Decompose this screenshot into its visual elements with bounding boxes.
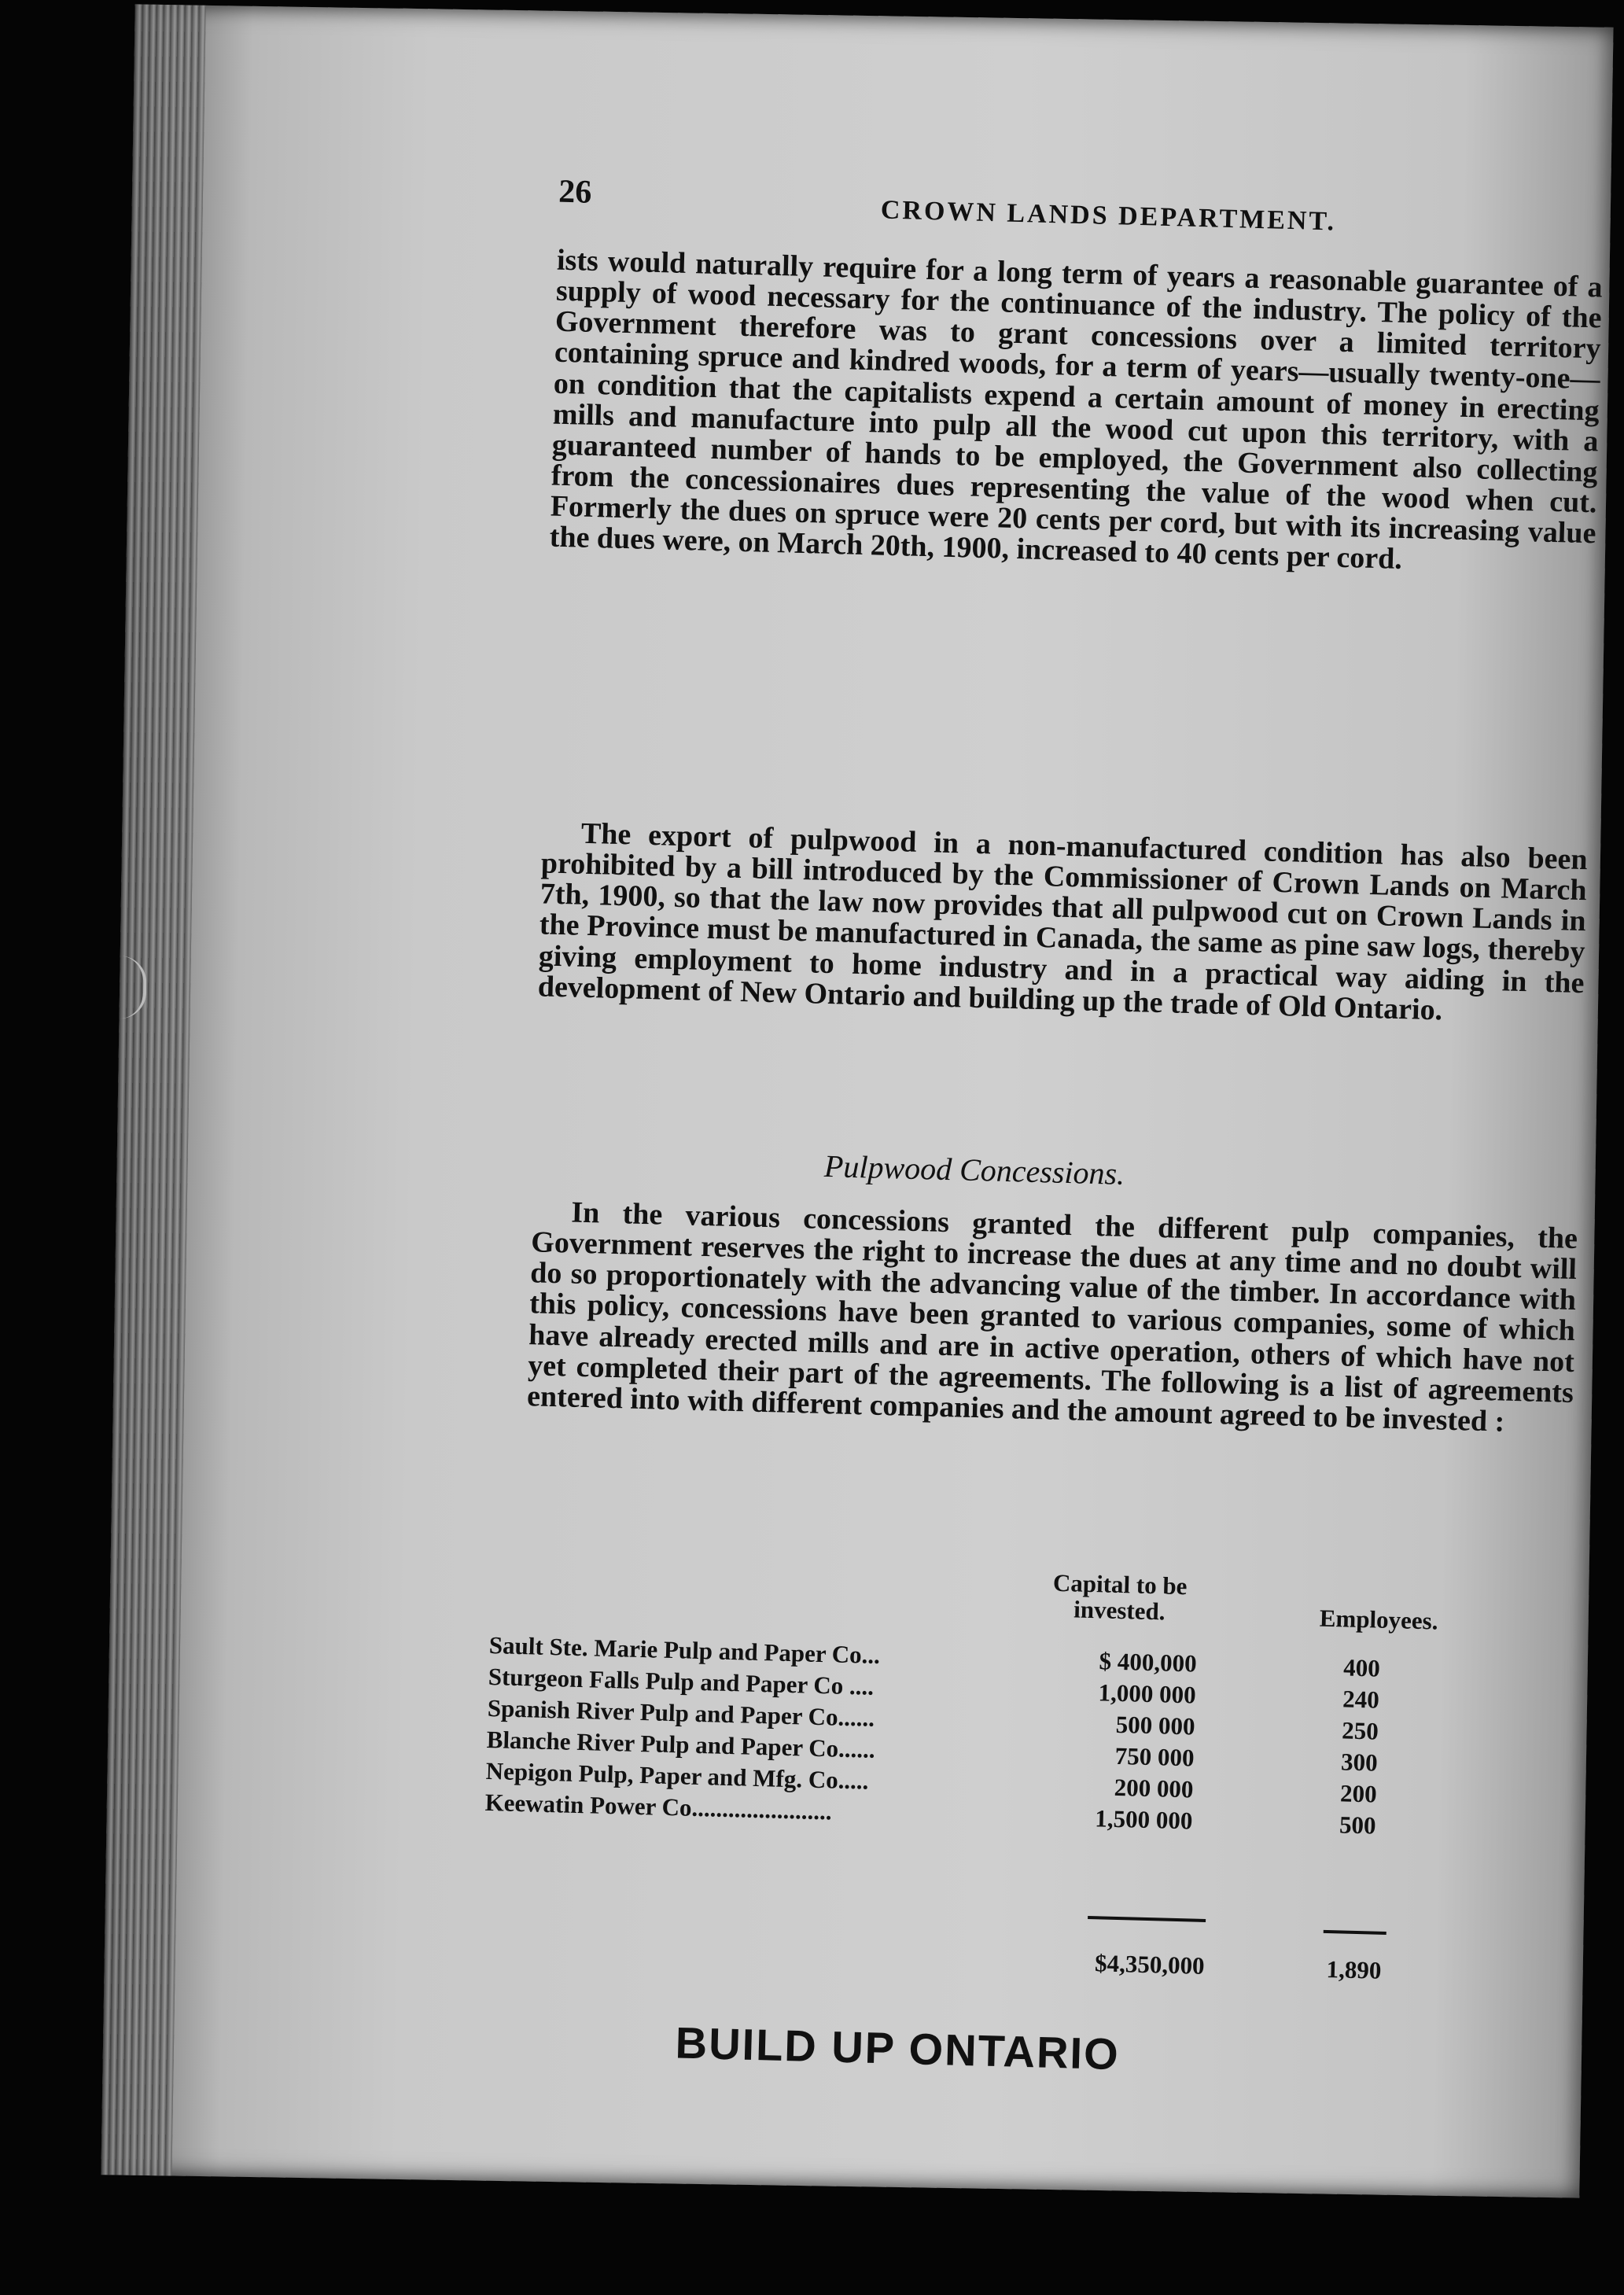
employees-value: 200 <box>1339 1779 1378 1808</box>
paragraph-3: In the various concessions granted the different pulp companies, the Government reserves the right to increase the dues at any time and no doubt will do so proportionately with the advancing value of the timber. In accordance with this policy, concessions have been granted to various companies, some of which have already erected mills and are in active operation, others of which have not yet completed their part of the agreements. The following is a list of agreements entered into with different companies and the amount agreed to be invested : <box>526 1195 1578 1439</box>
company-name: Sturgeon Falls Pulp and Paper Co .... <box>488 1662 875 1700</box>
capital-value: 1,500 000 <box>1094 1804 1193 1835</box>
capital-value: 200 000 <box>1114 1773 1194 1803</box>
page-number: 26 <box>558 173 592 211</box>
company-name: Sault Ste. Marie Pulp and Paper Co... <box>488 1630 881 1669</box>
employees-value: 500 <box>1339 1811 1377 1840</box>
employees-value: 400 <box>1342 1653 1381 1682</box>
company-name: Blanche River Pulp and Paper Co...... <box>486 1725 876 1763</box>
employees-value: 250 <box>1341 1716 1379 1745</box>
column-header-employees: Employees. <box>1319 1604 1438 1635</box>
paragraph-1: ists would naturally require for a long term of years a reasonable guarantee of a supply of wood necessary for the continuance of the industry. The policy of the Government therefore was to grant concessions over a limited territory containing spruce and kindred woods, for a term of years—usually twenty-one—on condition that the capitalists expend a certain amount of money in erecting mills and manufacture into pulp all the wood cut upon this territory, with a guaranteed number of hands to be employed, the Government also collecting from the concessionaires dues representing the value of the wood when cut. Formerly the dues on spruce were 20 cents per cord, but with its increasing value the dues were, on March 20th, 1900, increased to 40 cents per cord. <box>549 243 1604 577</box>
page-content <box>484 173 1605 2079</box>
concessions-table <box>484 1556 1475 1984</box>
employees-total-rule <box>1324 1930 1386 1935</box>
employees-total: 1,890 <box>1326 1955 1382 1984</box>
employees-value: 300 <box>1340 1748 1379 1777</box>
paragraph-2: The export of pulpwood in a non-manufactured condition has also been prohibited by a bill introduced by the Commissioner of Crown Lands on March 7th, 1900, so that the law now provides that all pulpwood cut on Crown Lands in the Province must be manufactured in Canada, the same as pine saw logs, thereby giving employment to home industry and in a practical way aiding in the development of New Ontario and building up the trade of Old Ontario. <box>537 816 1589 1027</box>
column-header-capital: Capital to be invested. <box>1052 1568 1188 1626</box>
company-name: Spanish River Pulp and Paper Co...... <box>487 1693 875 1732</box>
capital-total: $4,350,000 <box>1094 1949 1206 1980</box>
scanned-book <box>101 4 1613 2197</box>
slogan-stamp: BUILD UP ONTARIO <box>674 2017 1121 2079</box>
employees-value: 240 <box>1342 1685 1380 1714</box>
capital-value: 1,000 000 <box>1098 1678 1197 1709</box>
company-name: Keewatin Power Co....................... <box>484 1788 833 1825</box>
running-head: CROWN LANDS DEPARTMENT. <box>880 195 1337 237</box>
capital-value: 750 000 <box>1114 1741 1195 1772</box>
section-heading: Pulpwood Concessions. <box>823 1148 1125 1192</box>
capital-total-rule <box>1088 1916 1206 1922</box>
company-name: Nepigon Pulp, Paper and Mfg. Co..... <box>485 1756 869 1795</box>
book-page <box>138 45 1604 2188</box>
capital-value: $ 400,000 <box>1099 1647 1198 1678</box>
capital-value: 500 000 <box>1115 1710 1196 1741</box>
